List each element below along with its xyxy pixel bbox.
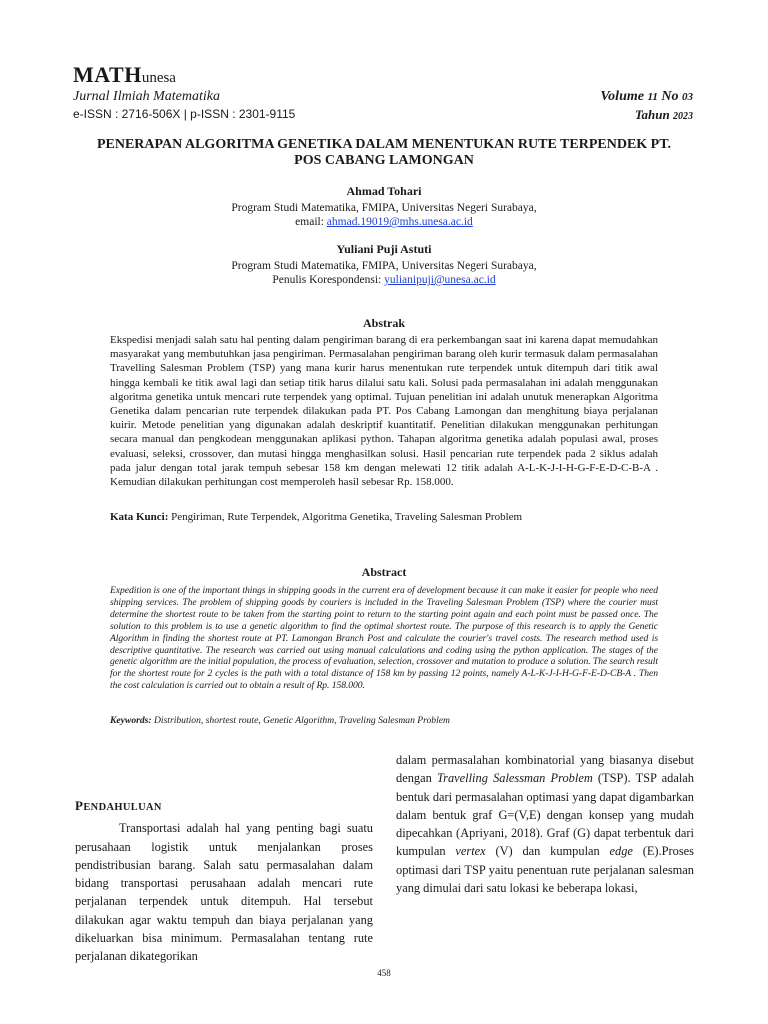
issn: e-ISSN : 2716-506X | p-ISSN : 2301-9115 xyxy=(73,107,296,121)
title-line-1: PENERAPAN ALGORITMA GENETIKA DALAM MENENTUKAN RUTE TERPENDEK PT. xyxy=(96,137,672,152)
intro-paragraph: Transportasi adalah hal yang penting bagi suatu perusahaan logistik untuk menjalankan proses pendistribusian barang. Salah satu permasalahan dalam bidang transportasi perusahaan adalah mencari rute perjalanan terpendek untuk ditempuh. Hal tersebut dilakukan agar waktu tempuh dan biaya perjalanan yang dikeluarkan bisa minimum. Permasalahan tentang rute perjalanan dikategorikan xyxy=(75,821,373,964)
volume-number: 11 xyxy=(647,91,658,103)
year-number: 2023 xyxy=(673,111,693,122)
no-label: No xyxy=(661,89,679,104)
text-part-2: (TSP). TSP adalah bentuk dari permasalahan optimasi yang dapat digambarkan dalam bentuk graf G=(V,E) dengan konsep yang mudah dipecahkan (Apriyani, 2018). Graf (G) dapat terbentuk dari kumpulan xyxy=(396,771,694,859)
author-contact xyxy=(75,215,693,229)
kata-kunci-label: Kata Kunci: xyxy=(110,511,169,523)
author-block-1 xyxy=(75,184,693,229)
email-link[interactable]: yulianipuji@unesa.ac.id xyxy=(384,274,496,286)
section-title-pendahuluan xyxy=(75,797,373,817)
author-affiliation: Program Studi Matematika, FMIPA, Universitas Negeri Surabaya, xyxy=(231,260,537,272)
author-contact xyxy=(75,273,693,287)
journal-name: Jurnal Ilmiah Matematika xyxy=(73,89,220,104)
contact-label: email: xyxy=(295,216,327,228)
brand-sub: unesa xyxy=(141,70,176,86)
term-tsp: Travelling Salessman Problem xyxy=(436,771,593,786)
brand-main: MATH xyxy=(73,62,142,87)
journal-logo xyxy=(73,62,176,88)
volume-label: Volume xyxy=(600,89,644,104)
abstrak-heading: Abstrak xyxy=(362,316,405,330)
right-column xyxy=(396,751,694,897)
author-block-2 xyxy=(75,242,693,287)
text-part-4: (E).Proses optimasi dari TSP yaitu penentuan rute perjalanan salesman yang dimulai dari satu lokasi ke beberapa lokasi, xyxy=(396,844,695,896)
keywords-values: Distribution, shortest route, Genetic Algorithm, Traveling Salesman Problem xyxy=(151,715,450,726)
term-vertex: vertex xyxy=(455,844,486,859)
intro-paragraph-continued xyxy=(396,751,694,897)
section-title-rest: ENDAHULUAN xyxy=(83,802,162,813)
abstract-body: Expedition is one of the important things in shipping goods in the current era of development because it can make it easier for people who need shipping services. The problem of shipping goods by couriers is included in the Traveling Salesman Problem (TSP) where the courier must determine the shortest route to be taken from the starting point to return to the starting point again and each point must be passed once. The solution to this problem is to use a genetic algorithm to find the optimal shortest route. The purpose of this research is to apply the Genetic Algorithm in finding the shortest route at PT. Lamongan Branch Post and calculate the courier's travel costs. The research method used is descriptive quantitative. The research was carried out using manual calculations and coding using the python application. The stages of the genetic algorithm are the initial population, the process of evaluation, selection, crossover and mutation to produce a solution. The search result for the shortest route for 2 cycles is the path with a total distance of 158 km by passing 12 points, namely A-L-K-J-I-H-G-F-E-D-CB-A . Then the cost calculation is carried out to obtain a result of Rp. 158.000. xyxy=(110,585,658,692)
term-edge: edge xyxy=(609,844,633,859)
kata-kunci xyxy=(110,510,658,524)
author-name: Ahmad Tohari xyxy=(346,184,422,198)
volume-info xyxy=(600,89,693,105)
email-link[interactable]: ahmad.19019@mhs.unesa.ac.id xyxy=(326,216,473,228)
kata-kunci-values: Pengiriman, Rute Terpendek, Algoritma Genetika, Traveling Salesman Problem xyxy=(168,511,523,523)
keywords xyxy=(110,715,658,727)
paper-title xyxy=(75,137,693,169)
section-title-initial: P xyxy=(75,798,84,813)
author-affiliation: Program Studi Matematika, FMIPA, Universitas Negeri Surabaya, xyxy=(231,202,537,214)
author-name: Yuliani Puji Astuti xyxy=(336,242,432,256)
left-column xyxy=(75,787,373,966)
abstrak-body: Ekspedisi menjadi salah satu hal penting dalam pengiriman barang di era perkembangan saat ini karena dapat memudahkan masyarakat yang membutuhkan jasa pengiriman. Permasalahan pengiriman barang oleh kurir termasuk dalam permasalahan Travelling Salesman Problem (TSP) yang mana kurir harus menentukan rute terpendek untuk ditempuh dari titik awal hingga kembali ke titik awal lagi dan setiap titik harus dilalui satu kali. Solusi pada permasalahan ini adalah menggunakan algoritma genetika untuk mencari rute terpendek yang optimal. Tujuan penelitian ini adalah unutuk menerapkan Algoritma Genetika dalam pencarian rute terpendek dilakukan pada PT. Pos Cabang Lamongan dan menghitung biaya perjalanan kuirir. Metode penelitian yang digunakan adalah deskriptif kuantitatif. Penelitian dilakukan menggunakan perhitungan secara manual dan pengkodean menggunakan aplikasi python. Tahapan algoritma genetika adalah populasi awal, proses evaluasi, seleksi, crossover, dan mutasi hingga menghasilkan solusi. Hasil pencarian rute terpendek pada 2 siklus adalah pada jalur dengan total jarak tempuh sebesar 158 km dengan melewati 12 titik adalah A-L-K-J-I-H-G-F-E-D-C-B-A . Kemudian dilakukan perhitungan cost memperoleh hasil sebesar Rp. 158.000. xyxy=(110,334,658,489)
title-line-2: POS CABANG LAMONGAN xyxy=(294,153,474,168)
year-label: Tahun xyxy=(634,107,670,122)
page-number: 458 xyxy=(377,968,391,978)
no-number: 03 xyxy=(682,91,693,103)
contact-label: Penulis Korespondensi: xyxy=(272,274,385,286)
abstract-heading: Abstract xyxy=(361,565,407,579)
text-part-3: (V) dan kumpulan xyxy=(485,844,610,859)
text-part-1: dalam permasalahan kombinatorial yang biasanya disebut dengan xyxy=(396,753,694,786)
keywords-label: Keywords: xyxy=(110,715,152,726)
year-info xyxy=(635,107,693,123)
